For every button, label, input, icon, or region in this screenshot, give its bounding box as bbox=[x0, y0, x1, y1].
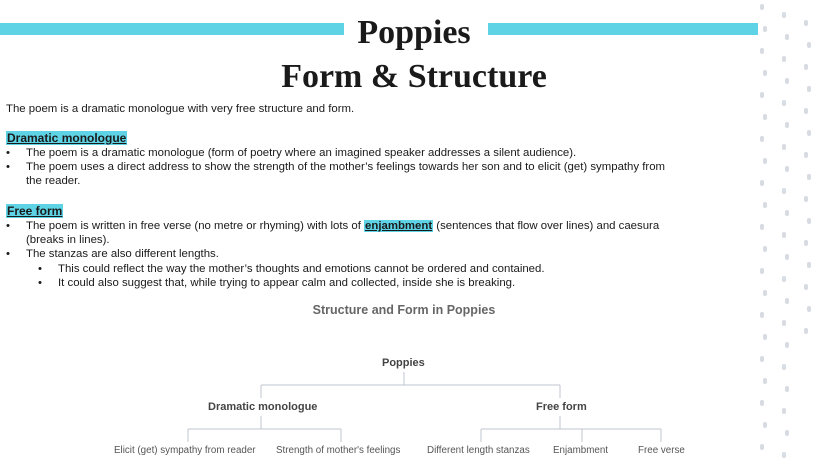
bullet-text: the reader. bbox=[26, 175, 81, 187]
page-subtitle: Form & Structure bbox=[281, 58, 547, 95]
bullet-mark: • bbox=[38, 263, 42, 275]
diagram-branch-node: Free form bbox=[536, 401, 587, 413]
bullet-text: This could reflect the way the mother’s thoughts and emotions cannot be ordered and contained. bbox=[58, 263, 545, 275]
bullet-text: (breaks in lines). bbox=[26, 234, 110, 246]
diagram-title: Structure and Form in Poppies bbox=[312, 303, 496, 317]
diagram-leaf-node: Strength of mother's feelings bbox=[276, 445, 401, 456]
bullet-text: The poem uses a direct address to show the strength of the mother’s feelings towards her son and to elicit (get) sympathy from bbox=[26, 161, 666, 173]
bullet-text: The poem is a dramatic monologue (form of poetry where an imagined speaker addresses a silent audience). bbox=[26, 147, 577, 159]
section-heading-free-form: Free form bbox=[7, 204, 63, 218]
diagram-branch-node: Dramatic monologue bbox=[208, 401, 318, 413]
bullet-mark: • bbox=[38, 277, 42, 289]
bullet-mark: • bbox=[6, 147, 10, 159]
bullet-mark: • bbox=[6, 161, 10, 173]
page-title: Poppies bbox=[0, 16, 828, 50]
bullet-text: The stanzas are also different lengths. bbox=[26, 248, 219, 260]
bullet-text-part: The poem is written in free verse (no metre or rhyming) with lots of bbox=[26, 220, 365, 232]
bullet-text: It could also suggest that, while trying to appear calm and collected, inside she is breaking. bbox=[58, 277, 516, 289]
section-heading-dramatic-monologue: Dramatic monologue bbox=[7, 131, 127, 145]
intro-text: The poem is a dramatic monologue with very free structure and form. bbox=[6, 103, 355, 115]
bullet-mark: • bbox=[6, 248, 10, 260]
diagram-leaf-node: Free verse bbox=[638, 445, 685, 456]
diagram-leaf-node: Different length stanzas bbox=[427, 445, 530, 456]
bullet-mark: • bbox=[6, 220, 10, 232]
highlight-enjambment: enjambment bbox=[365, 220, 433, 232]
diagram-leaf-node: Elicit (get) sympathy from reader bbox=[114, 445, 256, 456]
diagram-root-node: Poppies bbox=[382, 357, 425, 369]
diagram-leaf-node: Enjambment bbox=[553, 445, 608, 456]
bullet-text-part: (sentences that flow over lines) and caesura bbox=[433, 220, 660, 232]
